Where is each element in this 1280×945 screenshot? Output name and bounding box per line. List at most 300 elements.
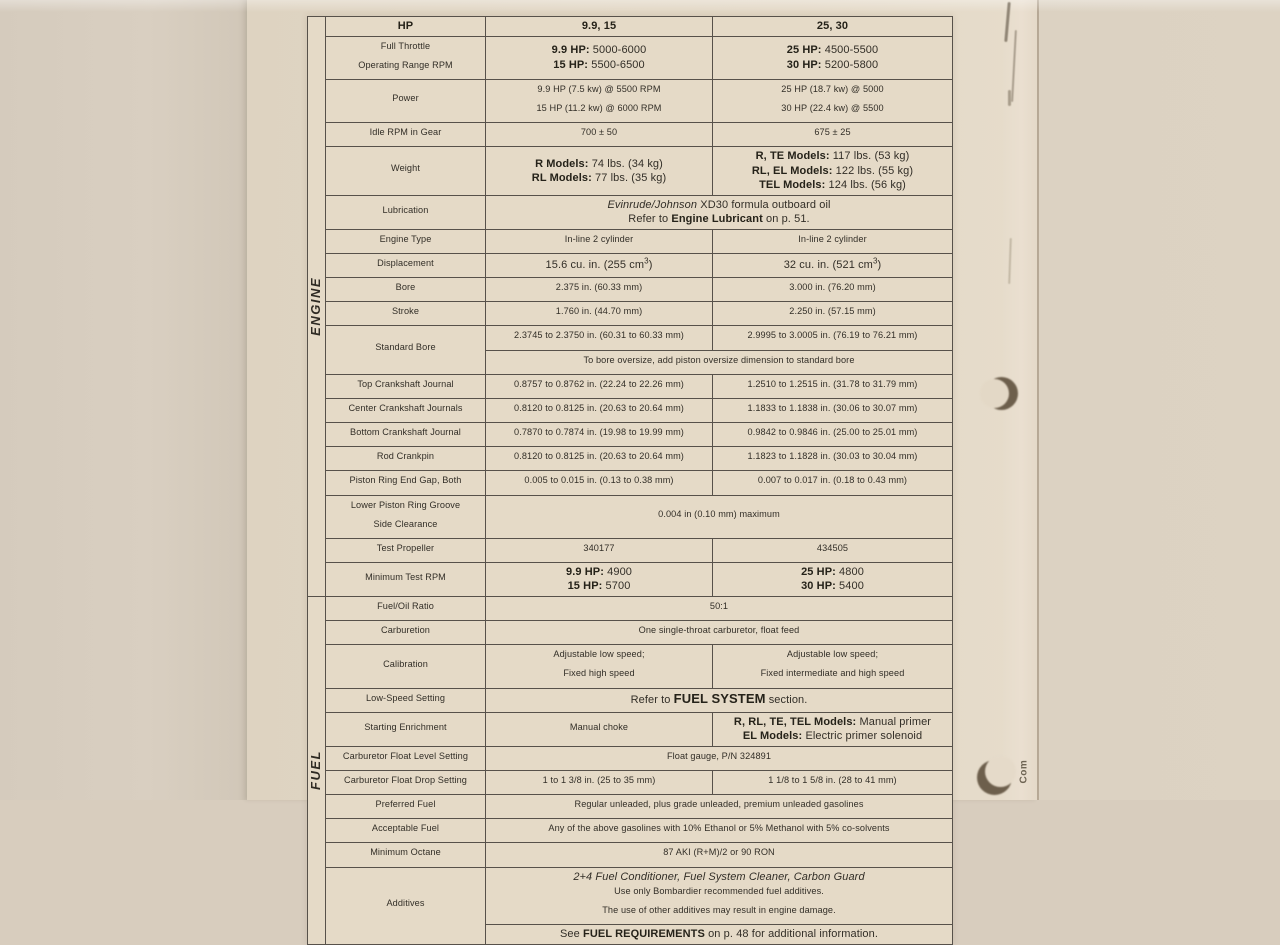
spec-value-cell	[713, 302, 952, 325]
text-line	[801, 565, 864, 580]
spec-value-cell	[486, 539, 713, 562]
table-row	[326, 842, 952, 866]
row-values	[486, 843, 952, 866]
section-label-engine: ENGINE	[308, 277, 324, 336]
binder-hole-shadow	[985, 377, 1018, 410]
table-row	[326, 495, 952, 538]
section-engine	[308, 17, 952, 596]
text-segment: Stroke	[391, 306, 420, 317]
spec-value-cell	[486, 819, 952, 842]
row-values	[486, 254, 952, 277]
text-line	[391, 161, 420, 180]
text-segment: FUEL SYSTEM	[673, 691, 766, 707]
text-segment: 5500-6500	[588, 58, 645, 71]
section-label-fuel: FUEL	[308, 750, 324, 791]
text-line	[573, 870, 864, 885]
text-line	[756, 149, 910, 164]
row-label	[326, 645, 486, 687]
row-label	[326, 302, 486, 325]
text-segment: Top Crankshaft Journal	[357, 378, 454, 389]
text-segment: Power	[392, 93, 419, 104]
text-segment: Fixed intermediate and high speed	[760, 668, 905, 679]
text-line	[556, 280, 642, 299]
row-label	[326, 689, 486, 712]
text-segment: 0.9842 to 0.9846 in. (25.00 to 25.01 mm)	[747, 427, 918, 438]
value-subrow	[486, 196, 952, 229]
text-line	[789, 304, 875, 323]
row-label	[326, 471, 486, 494]
spec-value-cell	[486, 399, 713, 422]
row-label	[326, 819, 486, 842]
text-segment: 9.9 HP (7.5 kw) @ 5500 RPM	[537, 83, 661, 94]
text-line	[365, 570, 446, 589]
row-values	[486, 868, 952, 944]
value-subrow	[486, 123, 952, 146]
text-line	[536, 101, 661, 120]
row-label	[326, 147, 486, 195]
spec-value-cell	[486, 17, 713, 36]
value-subrow	[486, 597, 952, 620]
value-subrow	[486, 447, 952, 470]
row-label	[326, 37, 486, 79]
text-segment: 2.250 in. (57.15 mm)	[789, 306, 876, 317]
text-segment: Use only Bombardier recommended fuel additives.	[614, 886, 824, 897]
text-line	[552, 43, 647, 58]
text-line	[667, 749, 771, 768]
text-segment: 30 HP:	[786, 58, 822, 71]
table-row	[326, 253, 952, 277]
text-segment: To bore oversize, add piston oversize dimension to standard bore	[583, 354, 855, 365]
text-segment: 25 HP:	[786, 44, 822, 57]
text-line	[553, 58, 645, 73]
spec-value-cell	[713, 123, 952, 146]
text-segment: 5700	[602, 580, 631, 593]
table-row	[326, 146, 952, 195]
text-line	[789, 280, 875, 299]
row-label	[326, 17, 486, 36]
text-segment: 0.005 to 0.015 in. (0.13 to 0.38 mm)	[524, 475, 674, 486]
value-subrow	[486, 645, 952, 687]
text-segment: R, TE Models:	[755, 150, 830, 163]
text-line	[582, 19, 616, 34]
text-segment: 87 AKI (R+M)/2 or 90 RON	[663, 847, 775, 858]
row-values	[486, 621, 952, 644]
text-line	[710, 599, 728, 618]
text-segment: 3	[872, 256, 878, 266]
text-segment: 1 1/8 to 1 5/8 in. (28 to 41 mm)	[768, 774, 897, 785]
row-label	[326, 230, 486, 253]
value-subrow	[486, 147, 952, 195]
row-values	[486, 302, 952, 325]
row-label	[326, 868, 486, 944]
text-segment: )	[648, 259, 653, 272]
value-subrow	[486, 496, 952, 538]
text-line	[398, 19, 413, 34]
text-segment: on p. 51.	[762, 213, 810, 226]
text-segment: 30 HP:	[801, 580, 836, 593]
text-segment: Full Throttle	[380, 40, 431, 51]
text-line	[524, 473, 673, 492]
text-segment: 2.3745 to 2.3750 in. (60.31 to 60.33 mm)	[514, 330, 684, 341]
table-row	[326, 562, 952, 596]
table-row	[326, 122, 952, 146]
text-line	[658, 507, 780, 526]
table-row	[326, 422, 952, 446]
text-line	[532, 171, 666, 186]
text-line	[614, 884, 824, 903]
text-segment: Lower Piston Ring Groove	[350, 499, 461, 510]
table-row	[326, 446, 952, 470]
text-line	[377, 256, 434, 275]
text-segment: 124 lbs. (56 kg)	[825, 179, 906, 192]
spec-value-cell	[713, 375, 952, 398]
value-subrow	[486, 375, 952, 398]
text-segment: 15 HP:	[567, 580, 603, 593]
spec-value-cell	[486, 713, 713, 746]
spec-value-cell	[486, 278, 713, 301]
row-label	[326, 423, 486, 446]
spec-value-cell	[486, 351, 952, 374]
text-segment: HP	[397, 20, 414, 32]
row-values	[486, 423, 952, 446]
spec-value-cell	[486, 597, 952, 620]
value-subrow	[486, 302, 952, 325]
text-segment: Any of the above gasolines with 10% Ethanol or 5% Methanol with 5% co-solvents	[548, 823, 890, 834]
spec-value-cell	[486, 471, 713, 494]
text-segment: 2+4 Fuel Conditioner, Fuel System Cleaner, Carbon Guard	[573, 870, 865, 883]
text-segment: FUEL REQUIREMENTS	[583, 928, 705, 941]
row-values	[486, 17, 952, 36]
table-row	[326, 301, 952, 325]
text-line	[752, 164, 913, 179]
text-line	[396, 280, 416, 299]
value-subrow	[486, 924, 952, 944]
table-row	[326, 325, 952, 373]
row-values	[486, 37, 952, 79]
text-segment: Refer to	[628, 213, 672, 226]
text-line	[514, 328, 684, 347]
scan-top-highlight	[0, 0, 1280, 12]
row-label	[326, 196, 486, 229]
value-subrow	[486, 17, 952, 36]
value-subrow	[486, 843, 952, 866]
row-values	[486, 80, 952, 122]
row-label	[326, 254, 486, 277]
text-segment: 1.760 in. (44.70 mm)	[555, 306, 643, 317]
value-subrow	[486, 230, 952, 253]
text-line	[781, 101, 883, 120]
text-line	[570, 720, 628, 739]
table-row	[326, 746, 952, 770]
text-segment: 700 ± 50	[580, 127, 618, 138]
table-row	[326, 17, 952, 36]
text-segment: Fixed high speed	[563, 668, 635, 679]
row-label	[326, 447, 486, 470]
table-row	[326, 818, 952, 842]
text-line	[383, 657, 428, 676]
section-rows	[326, 17, 952, 596]
table-row	[326, 644, 952, 687]
row-label	[326, 713, 486, 746]
text-segment: 117 lbs. (53 kg)	[829, 150, 910, 163]
table-row	[326, 620, 952, 644]
section-rows	[326, 597, 952, 944]
row-values	[486, 230, 952, 253]
row-values	[486, 597, 952, 620]
text-segment: 32 cu. in. (521 cm	[783, 259, 873, 272]
text-segment: 122 lbs. (55 kg)	[832, 164, 914, 177]
row-label	[326, 496, 486, 538]
text-line	[563, 666, 634, 685]
text-segment: Calibration	[383, 658, 428, 669]
value-subrow	[486, 563, 952, 596]
table-row	[326, 794, 952, 818]
section-strip-fuel	[308, 597, 326, 944]
row-values	[486, 496, 952, 538]
text-line	[759, 178, 906, 193]
text-line	[639, 623, 800, 642]
text-segment: R, RL, TE, TEL Models:	[733, 715, 857, 728]
spec-value-cell	[486, 621, 952, 644]
value-subrow	[486, 713, 952, 746]
text-line	[560, 927, 878, 942]
text-segment: 9.9 HP:	[565, 565, 604, 578]
scanner-background-left	[0, 0, 247, 800]
spec-value-cell	[486, 37, 713, 79]
text-segment: 77 lbs. (35 kg)	[591, 172, 667, 185]
text-line	[583, 353, 854, 372]
text-segment: 4500-5500	[821, 44, 879, 57]
row-values	[486, 326, 952, 373]
spec-value-cell	[486, 147, 713, 195]
text-segment: 9.9, 15	[581, 20, 617, 32]
text-segment: 15 HP (11.2 kw) @ 6000 RPM	[536, 102, 662, 113]
text-segment: 340177	[583, 542, 615, 553]
table-row	[326, 867, 952, 944]
text-line	[377, 449, 434, 468]
text-segment: 2.9995 to 3.0005 in. (76.19 to 76.21 mm)	[747, 330, 918, 341]
row-values	[486, 471, 952, 494]
row-values	[486, 447, 952, 470]
spec-value-cell	[486, 563, 713, 596]
text-line	[787, 43, 879, 58]
text-segment: 3.000 in. (76.20 mm)	[789, 282, 876, 293]
row-label	[326, 747, 486, 770]
text-segment: 5400	[835, 580, 864, 593]
text-segment: )	[877, 259, 882, 272]
text-segment: RL Models:	[531, 172, 592, 185]
row-values	[486, 747, 952, 770]
text-segment: Acceptable Fuel	[371, 823, 440, 834]
text-segment: Carburetor Float Level Setting	[342, 750, 469, 761]
spec-value-cell	[713, 254, 952, 277]
text-line	[372, 821, 439, 840]
text-line	[548, 821, 889, 840]
table-row	[326, 597, 952, 620]
binder-hole-shadow	[977, 760, 1012, 795]
text-line	[566, 565, 632, 580]
text-line	[537, 82, 660, 101]
text-line	[350, 473, 462, 492]
text-segment: Idle RPM in Gear	[369, 127, 442, 138]
text-line	[734, 715, 931, 730]
text-segment: Float gauge, P/N 324891	[666, 750, 772, 761]
text-segment: Regular unleaded, plus grade unleaded, premium unleaded gasolines	[574, 799, 864, 810]
text-line	[581, 125, 617, 144]
text-line	[628, 212, 809, 227]
text-line	[631, 692, 808, 708]
text-segment: 74 lbs. (34 kg)	[588, 157, 663, 170]
table-row	[326, 770, 952, 794]
value-subrow	[486, 539, 952, 562]
value-subrow	[486, 350, 952, 374]
value-subrow	[486, 819, 952, 842]
text-line	[787, 58, 879, 73]
spec-value-cell	[486, 795, 952, 818]
text-line	[351, 498, 460, 517]
text-segment: Fuel/Oil Ratio	[377, 600, 434, 611]
spec-value-cell	[486, 868, 952, 925]
spec-value-cell	[486, 254, 713, 277]
row-label	[326, 123, 486, 146]
table-row	[326, 36, 952, 79]
text-segment: TEL Models:	[759, 179, 826, 192]
text-line	[392, 304, 419, 323]
spec-value-cell	[486, 123, 713, 146]
row-values	[486, 689, 952, 712]
text-segment: 25 HP (18.7 kw) @ 5000	[781, 83, 884, 94]
text-segment: XD30 formula outboard oil	[697, 198, 831, 211]
text-segment: 0.8120 to 0.8125 in. (20.63 to 20.64 mm)	[514, 451, 684, 462]
text-line	[386, 896, 424, 915]
text-segment: Standard Bore	[375, 342, 436, 353]
row-values	[486, 645, 952, 687]
table-row	[326, 277, 952, 301]
table-row	[326, 229, 952, 253]
text-line	[781, 82, 883, 101]
text-segment: Piston Ring End Gap, Both	[349, 475, 462, 486]
text-line	[383, 203, 429, 222]
row-label	[326, 80, 486, 122]
text-segment: 0.7870 to 0.7874 in. (19.98 to 19.99 mm)	[514, 427, 684, 438]
row-label	[326, 375, 486, 398]
spec-value-cell	[713, 278, 952, 301]
text-segment: 25 HP:	[801, 565, 836, 578]
text-segment: 1 to 1 3/8 in. (25 to 35 mm)	[542, 774, 656, 785]
table-row	[326, 398, 952, 422]
row-values	[486, 539, 952, 562]
text-segment: Electric primer solenoid	[802, 730, 923, 743]
text-line	[381, 39, 430, 58]
text-line	[748, 425, 918, 444]
text-segment: Minimum Octane	[370, 847, 441, 858]
spec-value-cell	[713, 563, 952, 596]
text-line	[761, 666, 905, 685]
spec-value-cell	[486, 80, 713, 122]
text-line	[514, 377, 684, 396]
spec-value-cell	[486, 302, 713, 325]
scan-smudge	[1008, 90, 1011, 106]
row-values	[486, 147, 952, 195]
text-segment: 15.6 cu. in. (255 cm	[545, 259, 645, 272]
text-segment: 25, 30	[816, 20, 849, 32]
text-segment: Additives	[386, 898, 425, 909]
text-segment: 0.8757 to 0.8762 in. (22.24 to 22.26 mm)	[514, 378, 684, 389]
spec-value-cell	[713, 447, 952, 470]
spec-value-cell	[713, 37, 952, 79]
text-line	[583, 541, 614, 560]
text-segment: 675 ± 25	[814, 127, 851, 138]
spec-value-cell	[486, 747, 952, 770]
row-label	[326, 843, 486, 866]
row-label	[326, 326, 486, 373]
text-segment: 1.1823 to 1.1828 in. (30.03 to 30.04 mm)	[747, 451, 918, 462]
spec-value-cell	[713, 713, 952, 746]
spec-value-cell	[713, 147, 952, 195]
value-subrow	[486, 399, 952, 422]
row-label	[326, 621, 486, 644]
text-line	[798, 232, 866, 251]
text-line	[817, 541, 848, 560]
row-values	[486, 563, 952, 596]
text-line	[366, 691, 445, 710]
text-segment: 0.004 in (0.10 mm) maximum	[658, 509, 780, 520]
text-segment: See	[559, 928, 584, 941]
text-segment: Refer to	[630, 694, 674, 707]
row-values	[486, 819, 952, 842]
text-segment: 4900	[603, 565, 633, 578]
text-segment: 5200-5800	[821, 58, 879, 71]
row-values	[486, 795, 952, 818]
spec-value-cell	[486, 230, 713, 253]
spec-value-cell	[713, 645, 952, 687]
text-line	[787, 647, 878, 666]
row-values	[486, 196, 952, 229]
text-segment: Engine Type	[379, 233, 432, 244]
text-segment: RL, EL Models:	[751, 164, 833, 177]
spec-value-cell	[713, 771, 952, 794]
text-segment: 0.8120 to 0.8125 in. (20.63 to 20.64 mm)	[514, 402, 684, 413]
text-segment: Manual primer	[856, 715, 932, 728]
value-subrow	[486, 254, 952, 277]
text-segment: 0.007 to 0.017 in. (0.18 to 0.43 mm)	[757, 475, 908, 486]
text-segment: section.	[765, 694, 808, 707]
text-segment: Starting Enrichment	[364, 721, 447, 732]
table-row	[326, 195, 952, 229]
spec-value-cell	[486, 496, 952, 538]
watermark-text: Com	[1018, 759, 1030, 784]
text-line	[370, 125, 442, 144]
spec-value-cell	[713, 423, 952, 446]
text-line	[370, 845, 441, 864]
text-segment: Carburetor Float Drop Setting	[343, 774, 467, 785]
section-fuel	[308, 596, 952, 944]
text-line	[373, 517, 437, 536]
text-segment: Manual choke	[569, 721, 629, 732]
text-line	[350, 425, 461, 444]
text-line	[514, 425, 684, 444]
text-line	[392, 91, 418, 110]
scanner-background-right	[1039, 0, 1280, 800]
row-values	[486, 278, 952, 301]
text-segment: Preferred Fuel	[375, 799, 436, 810]
text-segment: Rod Crankpin	[376, 451, 435, 462]
text-line	[748, 377, 918, 396]
value-subrow	[486, 795, 952, 818]
text-segment: In-line 2 cylinder	[564, 233, 634, 244]
text-line	[514, 449, 684, 468]
text-line	[546, 258, 653, 273]
